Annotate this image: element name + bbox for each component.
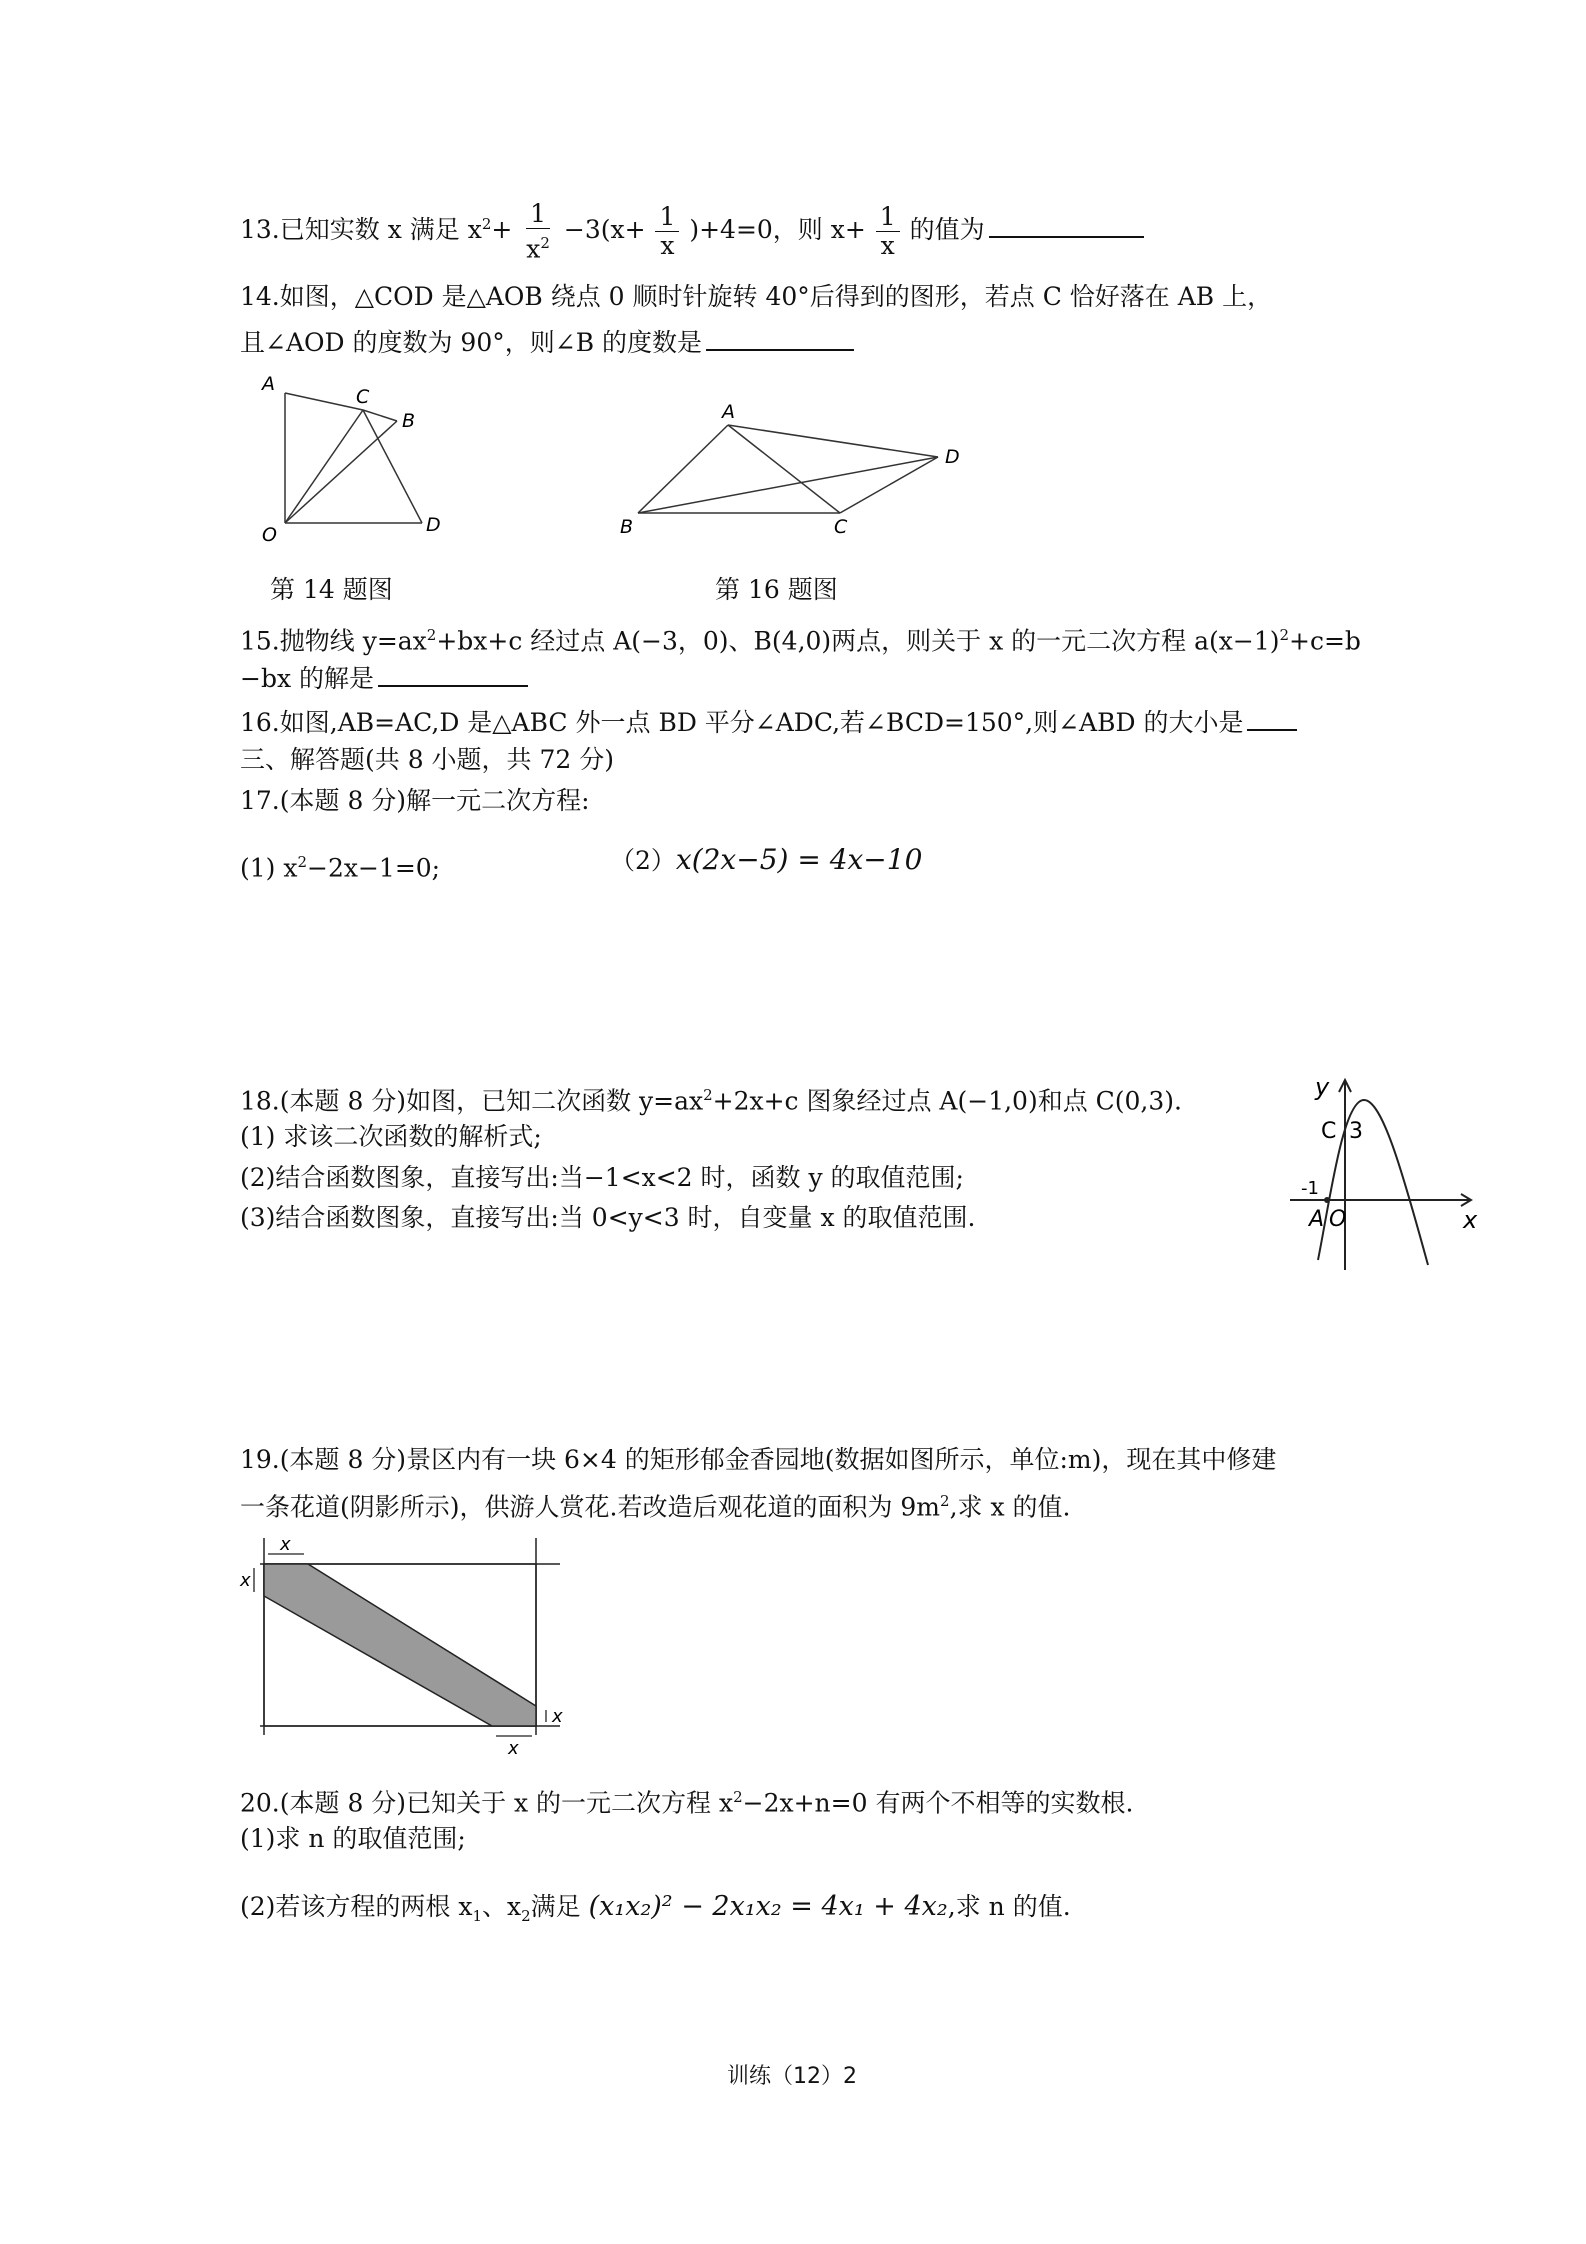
label-D: D [426,514,441,536]
label-C: C [356,386,370,408]
fraction: $\frac{1}{x}$ [876,203,900,260]
q17-part1: (1) $x^2-2x-1=0$; [240,853,441,883]
q18-line2: (1) 求该二次函数的解析式; [240,1122,542,1151]
label-x-right: x [552,1706,563,1727]
label-D: D [945,446,960,468]
q17-heading: 17.(本题 8 分)解一元二次方程: [240,786,590,815]
q18-line3: (2)结合函数图象，直接写出:当−1<x<2 时，函数 y 的取值范围; [240,1163,964,1192]
point-A [1324,1197,1330,1203]
label-x-bottom: x [508,1738,519,1759]
q18-line4: (3)结合函数图象，直接写出:当 0<y<3 时，自变量 x 的取值范围. [240,1203,976,1232]
q16-line: 16.如图,AB=AC,D 是△ABC 外一点 BD 平分∠ADC,若∠BCD=150°,则∠ABD 的大小是 [240,703,1297,740]
q19-line2: 一条花道(阴影所示)，供游人赏花.若改造后观花道的面积为 $9m^2$,求 x 的值. [240,1492,1071,1522]
q18-line1: 18.(本题 8 分)如图，已知二次函数 $y=ax^2+2x+c$ 图象经过点 A(−1,0)和点 C(0,3). [240,1086,1182,1116]
q14-line1: 14.如图，△COD 是△AOB 绕点 0 顺时针旋转 40°后得到的图形，若点 C 恰好落在 AB 上， [240,282,1273,311]
answer-blank[interactable] [378,659,528,687]
q20-equation: (x₁x₂)² − 2x₁x₂ = 4x₁ + 4x₂ [588,1891,948,1922]
label-A: A [262,373,275,395]
label-x-top: x [280,1534,291,1555]
label-A: A [722,401,735,423]
figure-16 [610,395,990,545]
label-C: C [1321,1119,1337,1144]
label-O: O [262,524,277,546]
label-C: C [834,516,848,538]
label-x: x [1463,1206,1478,1234]
figure-19-garden [240,1530,570,1760]
label-x-left: x [240,1570,251,1591]
segment-AC [285,393,363,410]
fraction: $\frac{1}{x}$ [655,203,679,260]
figure-14 [250,365,470,545]
q20-line2: (1)求 n 的取值范围; [240,1824,466,1853]
segment-BD [638,457,938,513]
q20-line3: (2)若该方程的两根 $x_1$、$x_2$满足 (x₁x₂)² − 2x₁x₂ = 4x₁ + 4x₂,求 n 的值. [240,1891,1071,1925]
flower-path-shaded [264,1564,536,1726]
label-O: O [1329,1207,1347,1232]
label-B: B [402,410,416,432]
q14-line2: 且∠AOD 的度数为 90°，则∠B 的度数是 [240,323,854,360]
segment-OC [285,410,363,523]
label-y: y [1315,1073,1330,1101]
label-3: 3 [1349,1119,1363,1144]
fraction: $\frac{1}{x^2}$ [526,199,550,264]
segment-AB [638,425,728,513]
answer-blank[interactable] [1247,703,1297,731]
label-neg1: -1 [1301,1178,1319,1199]
q13-line: 13.已知实数 x 满足 $x^2+$ $\frac{1}{x^2}$ −3(x+ $\frac{1}{x}$ )+4=0，则 x+ $\frac{1}{x}$ 的值为 [240,200,1144,263]
q20-line1: 20.(本题 8 分)已知关于 x 的一元二次方程 $x^2-2x+n=0$ 有两个不相等的实数根. [240,1788,1134,1818]
figure-16-caption: 第 16 题图 [715,575,838,604]
answer-blank[interactable] [706,323,854,351]
label-B: B [620,516,634,538]
segment-OB [285,421,397,523]
figure-18-parabola [1285,1070,1485,1285]
q19-line1: 19.(本题 8 分)景区内有一块 6×4 的矩形郁金香园地(数据如图所示，单位:m)，现在其中修建 [240,1445,1277,1474]
q17-equation: x(2x−5) = 4x−10 [675,843,923,876]
segment-AC [728,425,840,513]
page-footer: 训练（12）2 [727,2064,857,2089]
answer-blank[interactable] [989,210,1144,238]
figure-14-caption: 第 14 题图 [270,575,393,604]
label-A: A [1309,1207,1325,1232]
segment-AD [728,425,938,457]
q15-line2: −bx 的解是 [240,659,528,696]
q15-line1: 15.抛物线 $y=ax^2+bx+c$ 经过点 A(−3，0)、B(4,0)两点，则关于 x 的一元二次方程 $a(x-1)^2+c=b$ [240,626,1361,656]
section-3-heading: 三、解答题(共 8 小题，共 72 分) [240,745,615,774]
q17-part2: （2）x(2x−5) = 4x−10 [610,843,923,876]
